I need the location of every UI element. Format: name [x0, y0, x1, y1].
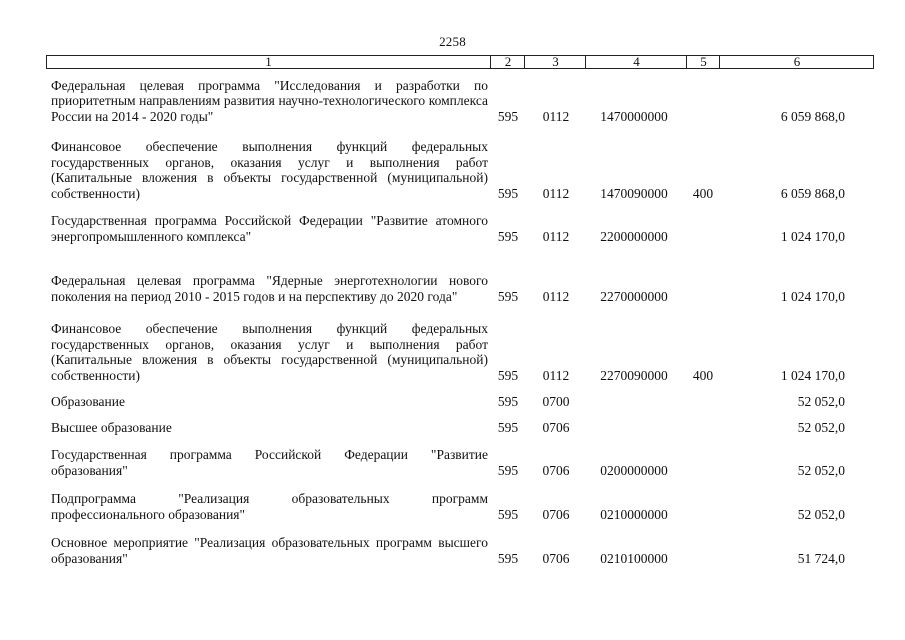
row-description: Основное мероприятие "Реализация образовательных программ высшего образования"	[51, 535, 488, 567]
row-target-item-code: 2200000000	[600, 229, 668, 245]
row-expense-type-code: 400	[692, 368, 714, 384]
row-amount: 1 024 170,0	[780, 368, 845, 384]
row-description: Федеральная целевая программа "Ядерные энерготехнологии нового поколения на период 2010 - 2015 годов и на перспективу до 2020 года"	[51, 273, 488, 305]
table-row	[0, 254, 905, 305]
page-number: 2258	[439, 34, 466, 49]
row-amount: 52 052,0	[797, 420, 845, 436]
table-row	[0, 532, 905, 567]
row-target-item-code: 1470090000	[600, 186, 668, 202]
column-header-3: 3	[524, 56, 586, 68]
row-description: Финансовое обеспечение выполнения функций федеральных государственных органов, оказания услуг и выполнения работ (Капитальные вложения в объекты государственной (муниципальной) собственности)	[51, 138, 488, 202]
row-description: Финансовое обеспечение выполнения функций федеральных государственных органов, оказания услуг и выполнения работ (Капитальные вложения в объекты государственной (муниципальной) собственности)	[51, 320, 488, 384]
row-section-code: 0706	[542, 463, 570, 479]
row-amount: 1 024 170,0	[780, 229, 845, 245]
table-row	[0, 444, 905, 479]
row-section-code: 0112	[542, 229, 570, 245]
row-section-code: 0112	[542, 186, 570, 202]
row-expense-type-code: 400	[692, 186, 714, 202]
row-amount: 1 024 170,0	[780, 289, 845, 305]
row-section-code: 0112	[542, 289, 570, 305]
table-row	[0, 314, 905, 384]
row-ministry-code: 595	[497, 394, 519, 410]
column-header-4: 4	[585, 56, 687, 68]
table-row	[0, 418, 905, 436]
row-section-code: 0706	[542, 507, 570, 523]
table-row	[0, 210, 905, 245]
table-row	[0, 132, 905, 202]
row-ministry-code: 595	[497, 368, 519, 384]
row-ministry-code: 595	[497, 186, 519, 202]
row-section-code: 0700	[542, 394, 570, 410]
column-header-6: 6	[719, 56, 874, 68]
column-header-1: 1	[265, 54, 272, 69]
row-amount: 52 052,0	[797, 463, 845, 479]
row-description: Высшее образование	[51, 420, 172, 436]
table-header	[46, 55, 874, 69]
table-row	[0, 70, 905, 125]
row-section-code: 0706	[542, 551, 570, 567]
row-amount: 51 724,0	[797, 551, 845, 567]
row-ministry-code: 595	[497, 551, 519, 567]
row-ministry-code: 595	[497, 289, 519, 305]
row-description: Подпрограмма "Реализация образовательных программ профессионального образования"	[51, 491, 488, 523]
row-target-item-code: 0210100000	[600, 551, 668, 567]
column-header-5: 5	[686, 56, 720, 68]
row-target-item-code: 0210000000	[600, 507, 668, 523]
row-description: Государственная программа Российской Федерации "Развитие атомного энергопромышленного комплекса"	[51, 213, 488, 245]
row-ministry-code: 595	[497, 420, 519, 436]
row-description: Образование	[51, 394, 125, 410]
row-amount: 6 059 868,0	[780, 186, 845, 202]
row-amount: 52 052,0	[797, 507, 845, 523]
table-row	[0, 488, 905, 523]
row-target-item-code: 2270090000	[600, 368, 668, 384]
row-amount: 6 059 868,0	[780, 109, 845, 125]
row-ministry-code: 595	[497, 463, 519, 479]
row-target-item-code: 1470000000	[600, 109, 668, 125]
row-section-code: 0706	[542, 420, 570, 436]
row-description: Федеральная целевая программа "Исследования и разработки по приоритетным направлениям развития научно-технологического комплекса России на 2014 - 2020 годы"	[51, 77, 488, 125]
column-header-2: 2	[490, 56, 525, 68]
row-ministry-code: 595	[497, 229, 519, 245]
row-section-code: 0112	[542, 109, 570, 125]
row-target-item-code: 2270000000	[600, 289, 668, 305]
row-description: Государственная программа Российской Федерации "Развитие образования"	[51, 447, 488, 479]
row-ministry-code: 595	[497, 507, 519, 523]
row-ministry-code: 595	[497, 109, 519, 125]
row-section-code: 0112	[542, 368, 570, 384]
row-amount: 52 052,0	[797, 394, 845, 410]
table-row	[0, 392, 905, 410]
row-target-item-code: 0200000000	[600, 463, 668, 479]
